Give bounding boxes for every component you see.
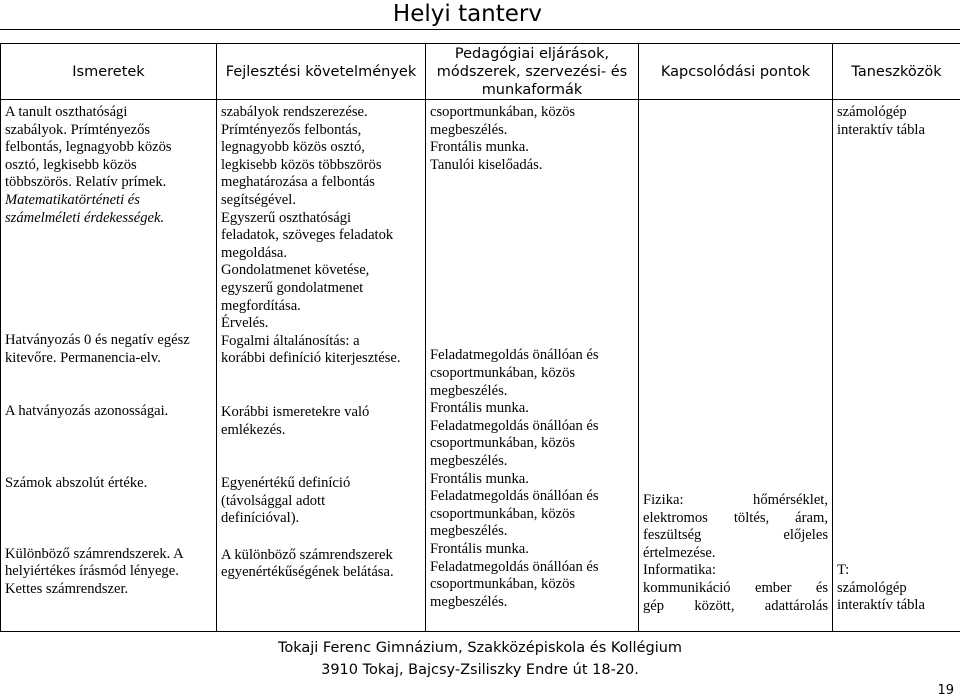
ismeret-item: A hatványozás azonosságai. [5,403,169,420]
cell-kapcsolodasi [639,100,833,632]
page-number: 19 [937,683,954,698]
table-header-row [1,44,960,100]
kapcsolodasi-fizika-line: Fizika: hőmérséklet, [643,492,828,508]
cell-ismeretek [1,100,217,632]
cell-taneszkozok [833,100,960,632]
cell-pedagogiai [426,100,639,632]
footer-address: 3910 Tokaj, Bajcsy-Zsiliszky Endre út 18-20. [321,662,639,678]
pedagogiai-item: Feladatmegoldás önállóan és csoportmunkában, közös megbeszélés. [430,558,599,610]
pedagogiai-item: csoportmunkában, közös megbeszélés. Frontális munka. Tanulói kiselőadás. [430,104,576,173]
ismeret-item: A tanult oszthatósági szabályok. Prímtényezős felbontás, legnagyobb közös osztó, legkisebb közös többszörös. Relatív prímek. [5,104,172,191]
kapcsolodasi-informatika-line: kommunikáció ember és [643,579,828,596]
kapcsolodasi-informatika-line: Informatika: [643,562,716,579]
fejlesztesi-item: Egyenértékű definíció (távolsággal adott definícióval). [221,475,351,527]
fejlesztesi-item: Korábbi ismeretekre való emlékezés. [221,403,370,438]
header-ismeretek: Ismeretek [1,44,217,100]
header-taneszkozok: Taneszközök [833,44,960,100]
table-row [1,100,960,632]
ismeret-item: Különböző számrendszerek. A helyiértékes írásmód lényege. Kettes számrendszer. [5,545,184,597]
ismeret-item: Számok abszolút értéke. [5,474,148,491]
pedagogiai-item: Feladatmegoldás önállóan és csoportmunkában, közös megbeszélés. Frontális munka. [430,417,599,487]
ismeret-item: Hatványozás 0 és negatív egész kitevőre. Permanencia-elv. [5,332,190,366]
kapcsolodasi-fizika-line: értelmezése. [643,544,716,561]
kapcsolodasi-fizika-line: feszültség előjeles [643,527,828,544]
taneszkoz-item: T: számológép interaktív tábla [837,562,925,614]
pedagogiai-item: Feladatmegoldás önállóan és csoportmunkában, közös megbeszélés. Frontális munka. [430,347,599,417]
header-fejlesztesi: Fejlesztési követelmények [217,44,426,100]
taneszkoz-item: számológép interaktív tábla [837,104,925,138]
header-kapcsolodasi: Kapcsolódási pontok [639,44,833,100]
fejlesztesi-item: szabályok rendszerezése. Prímtényezős felbontás, legnagyobb közös osztó, legkisebb közös többszörös meghatározása a felbontás segítségével. Egyszerű oszthatósági feladatok, szöveges feladatok megoldása. Gondolatmenet követése, egyszerű gondolatmenet megfordítása. Érvelés. [221,104,394,332]
header-rule [0,29,960,30]
fejlesztesi-item: A különböző számrendszerek egyenértékűségének belátása. [221,546,394,581]
footer-school: Tokaji Ferenc Gimnázium, Szakközépiskola és Kollégium [277,640,683,656]
kapcsolodasi-informatika-line: gép között, adattárolás [643,597,828,614]
fejlesztesi-item: Fogalmi általánosítás: a korábbi definíció kiterjesztése. [221,332,401,367]
ismeret-item-italic: Matematikatörténeti és számelméleti érdekességek. [5,191,165,226]
kapcsolodasi-fizika-line: elektromos töltés, áram, [643,509,828,526]
header-pedagogiai: Pedagógiai eljárások, módszerek, szervezési- és munkaformák [426,44,639,100]
curriculum-table [0,43,960,632]
pedagogiai-item: Feladatmegoldás önállóan és csoportmunkában, közös megbeszélés. Frontális munka. [430,488,599,557]
cell-fejlesztesi [217,100,426,632]
page-title: Helyi tanterv [392,1,542,27]
